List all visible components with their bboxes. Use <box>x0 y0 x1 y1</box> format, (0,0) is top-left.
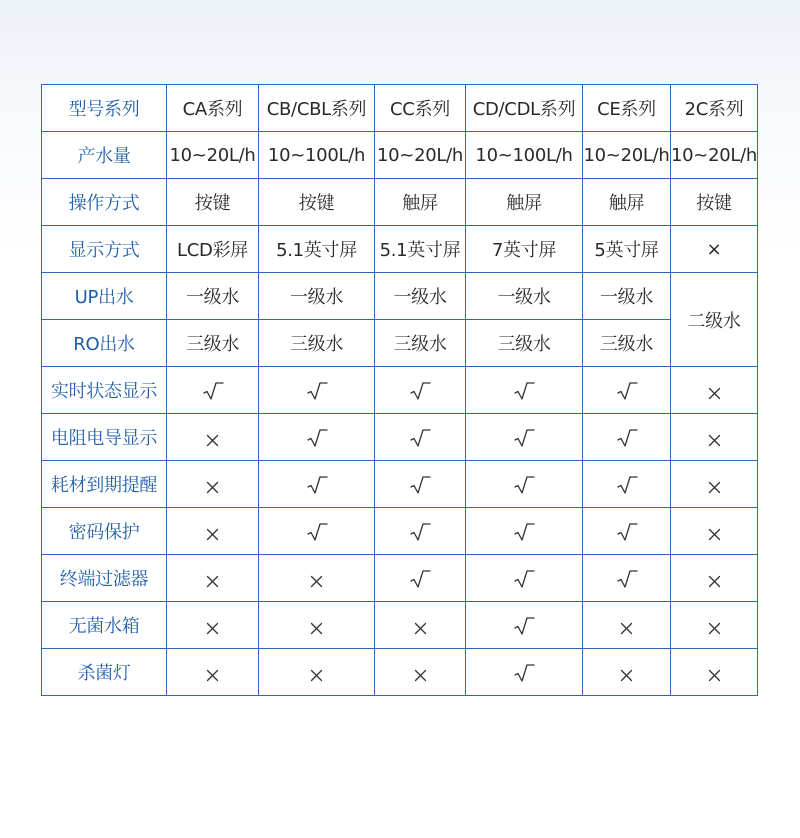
model-header-cb: CB/CBL系列 <box>259 85 375 132</box>
check-icon <box>513 522 535 542</box>
cross-icon <box>206 431 219 444</box>
check-icon <box>306 475 328 495</box>
table-cell: 10~20L/h <box>671 132 758 179</box>
cross-icon <box>206 478 219 491</box>
table-cell <box>466 555 583 602</box>
row-label: 产水量 <box>42 132 167 179</box>
table-cell <box>167 555 259 602</box>
header-row <box>42 85 758 132</box>
row-label: 终端过滤器 <box>42 555 167 602</box>
table-row <box>42 649 758 696</box>
table-cell: 一级水 <box>167 273 259 320</box>
check-icon <box>306 522 328 542</box>
table-cell <box>375 602 466 649</box>
cross-icon <box>206 619 219 632</box>
table-cell <box>583 649 671 696</box>
spec-table-container <box>41 84 757 696</box>
table-cell: 按键 <box>167 179 259 226</box>
cross-icon <box>708 478 721 491</box>
table-cell <box>259 649 375 696</box>
table-cell: 5.1英寸屏 <box>259 226 375 273</box>
table-cell: 5英寸屏 <box>583 226 671 273</box>
table-cell: 7英寸屏 <box>466 226 583 273</box>
table-row <box>42 179 758 226</box>
check-icon <box>409 475 431 495</box>
table-cell <box>671 461 758 508</box>
row-label: 耗材到期提醒 <box>42 461 167 508</box>
check-icon <box>513 663 535 683</box>
table-cell <box>466 461 583 508</box>
table-cell <box>375 461 466 508</box>
header-label-cell: 型号系列 <box>42 85 167 132</box>
table-cell <box>466 649 583 696</box>
check-icon <box>616 475 638 495</box>
row-label: 实时状态显示 <box>42 367 167 414</box>
check-icon <box>409 428 431 448</box>
spec-comparison-table <box>41 84 758 696</box>
table-cell <box>167 649 259 696</box>
model-header-ca: CA系列 <box>167 85 259 132</box>
cross-icon <box>708 619 721 632</box>
row-label: RO出水 <box>42 320 167 367</box>
table-cell: 按键 <box>671 179 758 226</box>
row-label: UP出水 <box>42 273 167 320</box>
table-cell <box>259 414 375 461</box>
row-label: 电阻电导显示 <box>42 414 167 461</box>
model-header-ce: CE系列 <box>583 85 671 132</box>
table-row <box>42 555 758 602</box>
table-row <box>42 602 758 649</box>
cross-icon <box>206 666 219 679</box>
table-cell: × <box>671 226 758 273</box>
table-cell <box>375 555 466 602</box>
cross-icon <box>620 666 633 679</box>
table-cell <box>671 508 758 555</box>
table-cell <box>259 602 375 649</box>
table-row <box>42 132 758 179</box>
table-cell <box>466 602 583 649</box>
model-header-cc: CC系列 <box>375 85 466 132</box>
table-cell: 10~20L/h <box>167 132 259 179</box>
table-cell <box>671 602 758 649</box>
row-label: 操作方式 <box>42 179 167 226</box>
table-cell <box>375 649 466 696</box>
table-cell <box>583 602 671 649</box>
check-icon <box>409 381 431 401</box>
table-cell <box>375 508 466 555</box>
table-cell <box>167 414 259 461</box>
check-icon <box>616 569 638 589</box>
row-label: 无菌水箱 <box>42 602 167 649</box>
table-row <box>42 226 758 273</box>
row-label: 显示方式 <box>42 226 167 273</box>
table-cell <box>583 414 671 461</box>
cross-icon <box>310 572 323 585</box>
table-cell: 10~20L/h <box>375 132 466 179</box>
table-cell: 一级水 <box>466 273 583 320</box>
check-icon <box>409 522 431 542</box>
cross-icon <box>708 525 721 538</box>
check-icon <box>616 428 638 448</box>
table-cell: 触屏 <box>375 179 466 226</box>
table-cell: 10~20L/h <box>583 132 671 179</box>
table-cell: 触屏 <box>466 179 583 226</box>
table-cell: 10~100L/h <box>259 132 375 179</box>
table-cell <box>583 555 671 602</box>
table-cell: 10~100L/h <box>466 132 583 179</box>
table-row <box>42 461 758 508</box>
table-cell <box>671 649 758 696</box>
table-row <box>42 320 758 367</box>
cross-icon <box>414 666 427 679</box>
check-icon <box>513 616 535 636</box>
table-cell <box>375 414 466 461</box>
row-label: 密码保护 <box>42 508 167 555</box>
table-row <box>42 367 758 414</box>
check-icon <box>409 569 431 589</box>
row-label: 杀菌灯 <box>42 649 167 696</box>
merged-cell-2c-water: 二级水 <box>671 273 758 367</box>
check-icon <box>513 381 535 401</box>
table-cell <box>259 555 375 602</box>
model-header-cd: CD/CDL系列 <box>466 85 583 132</box>
table-cell: 三级水 <box>167 320 259 367</box>
table-cell <box>259 461 375 508</box>
table-cell <box>167 367 259 414</box>
cross-icon <box>206 572 219 585</box>
table-row <box>42 414 758 461</box>
table-cell: 三级水 <box>259 320 375 367</box>
check-icon <box>513 428 535 448</box>
table-cell: 按键 <box>259 179 375 226</box>
table-cell <box>671 414 758 461</box>
cross-icon <box>310 666 323 679</box>
cross-icon <box>708 431 721 444</box>
table-cell: 一级水 <box>259 273 375 320</box>
check-icon <box>306 428 328 448</box>
table-cell <box>466 508 583 555</box>
check-icon <box>513 569 535 589</box>
table-cell: 三级水 <box>466 320 583 367</box>
cross-icon <box>708 666 721 679</box>
table-cell <box>583 367 671 414</box>
table-cell: 5.1英寸屏 <box>375 226 466 273</box>
table-cell <box>259 508 375 555</box>
table-cell <box>583 461 671 508</box>
check-icon <box>616 381 638 401</box>
cross-icon <box>206 525 219 538</box>
table-row <box>42 273 758 320</box>
table-cell <box>671 555 758 602</box>
cross-icon <box>414 619 427 632</box>
table-row <box>42 508 758 555</box>
table-cell <box>466 414 583 461</box>
model-header-2c: 2C系列 <box>671 85 758 132</box>
check-icon <box>202 381 224 401</box>
table-cell: 一级水 <box>583 273 671 320</box>
cross-icon <box>708 572 721 585</box>
table-cell <box>167 602 259 649</box>
table-cell <box>671 367 758 414</box>
table-cell: 一级水 <box>375 273 466 320</box>
table-cell <box>466 367 583 414</box>
check-icon <box>513 475 535 495</box>
table-cell: 触屏 <box>583 179 671 226</box>
cross-icon <box>708 384 721 397</box>
check-icon <box>616 522 638 542</box>
table-cell <box>167 461 259 508</box>
cross-icon <box>310 619 323 632</box>
table-cell <box>167 508 259 555</box>
table-cell <box>259 367 375 414</box>
table-cell <box>583 508 671 555</box>
check-icon <box>306 381 328 401</box>
cross-icon <box>620 619 633 632</box>
table-cell: 三级水 <box>583 320 671 367</box>
table-cell <box>375 367 466 414</box>
table-cell: LCD彩屏 <box>167 226 259 273</box>
feature-rows <box>42 367 758 696</box>
table-cell: 三级水 <box>375 320 466 367</box>
